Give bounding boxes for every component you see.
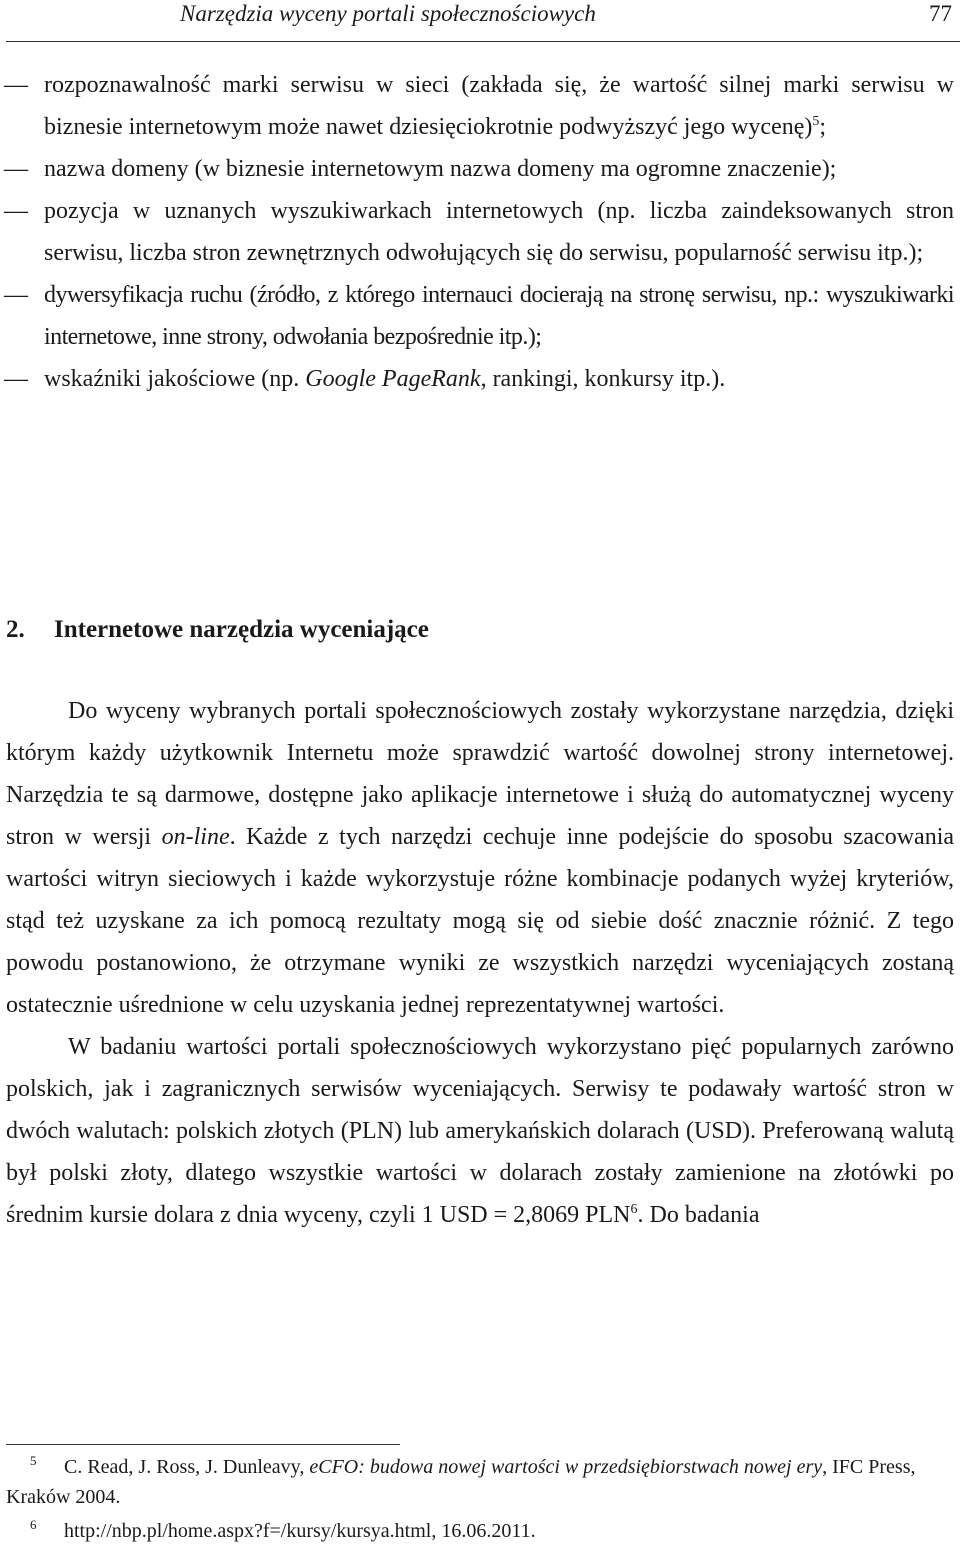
- list-item: — pozycja w uznanych wyszukiwarkach internetowych (np. liczba zaindeksowanych stron serwisu, liczba stron zewnętrznych odwołujących się do serwisu, popularność serwisu itp.);: [0, 190, 960, 274]
- body-text: [6, 690, 954, 1236]
- paragraph: Do wyceny wybranych portali społecznościowych zostały wykorzystane narzędzia, dzięki którym każdy użytkownik Internetu może sprawdzić wartość dowolnej strony internetowej. Narzędzia te są darmowe, dostępne jako aplikacje internetowe i służą do automatycznej wyceny stron w wersji on-line. Każde z tych narzędzi cechuje inne podejście do sposobu szacowania wartości witryn sieciowych i każde wykorzystuje różne kombinacje podanych wyżej kryteriów, stąd też uzyskane za ich pomocą rezultaty mogą się od siebie dość znacznie różnić. Z tego powodu postanowiono, że otrzymane wyniki ze wszystkich narzędzi wyceniających zostaną ostatecznie uśrednione w celu uzyskania jednej reprezentatywnej wartości.: [6, 698, 955, 1018]
- header-rule: [6, 41, 960, 42]
- footnotes: [6, 1452, 954, 1546]
- section-number: 2.: [6, 616, 25, 643]
- footnote: 5 C. Read, J. Ross, J. Dunleavy, eCFO: budowa nowej wartości w przedsiębiorstwach nowej ery, IFC Press, Kraków 2004.: [6, 1453, 916, 1508]
- footnote: 6 http://nbp.pl/home.aspx?f=/kursy/kursya.html, 16.06.2011.: [30, 1517, 536, 1542]
- list-item: — wskaźniki jakościowe (np. Google PageRank, rankingi, konkursy itp.).: [0, 358, 960, 400]
- criteria-list: [0, 64, 960, 400]
- list-item: — dywersyfikacja ruchu (źródło, z którego internauci docierają na stronę serwisu, np.: wyszukiwarki internetowe, inne strony, odwołania bezpośrednie itp.);: [0, 274, 960, 358]
- footnote-ref: 5: [812, 114, 820, 129]
- page-number: 77: [929, 1, 952, 26]
- running-header: [0, 0, 960, 42]
- list-item: — rozpoznawalność marki serwisu w sieci (zakłada się, że wartość silnej marki serwisu w biznesie internetowym może nawet dziesięciokrotnie podwyższyć jego wycenę)$^5$;: [0, 64, 960, 148]
- footnote-rule: [6, 1444, 400, 1445]
- section-heading: [6, 610, 429, 650]
- section-title: Internetowe narzędzia wyceniające: [54, 616, 429, 643]
- paragraph: W badaniu wartości portali społecznościowych wykorzystano pięć popularnych zarówno polskich, jak i zagranicznych serwisów wyceniających. Serwisy te podawały wartość stron w dwóch walutach: polskich złotych (PLN) lub amerykańskich dolarach (USD). Preferowaną walutą był polski złoty, dlatego wszystkie wartości w dolarach zostały zamienione na złotówki po średnim kursie dolara z dnia wyceny, czyli 1 USD = 2,8069 PLN$^6$. Do badania: [6, 1034, 954, 1228]
- list-item: — nazwa domeny (w biznesie internetowym nazwa domeny ma ogromne znaczenie);: [0, 148, 960, 190]
- running-header-title: Narzędzia wyceny portali społecznościowych: [180, 1, 596, 26]
- footnote-url: http://nbp.pl/home.aspx?f=/kursy/kursya.html, 16.06.2011.: [64, 1520, 536, 1542]
- footnote-ref: 6: [630, 1202, 638, 1217]
